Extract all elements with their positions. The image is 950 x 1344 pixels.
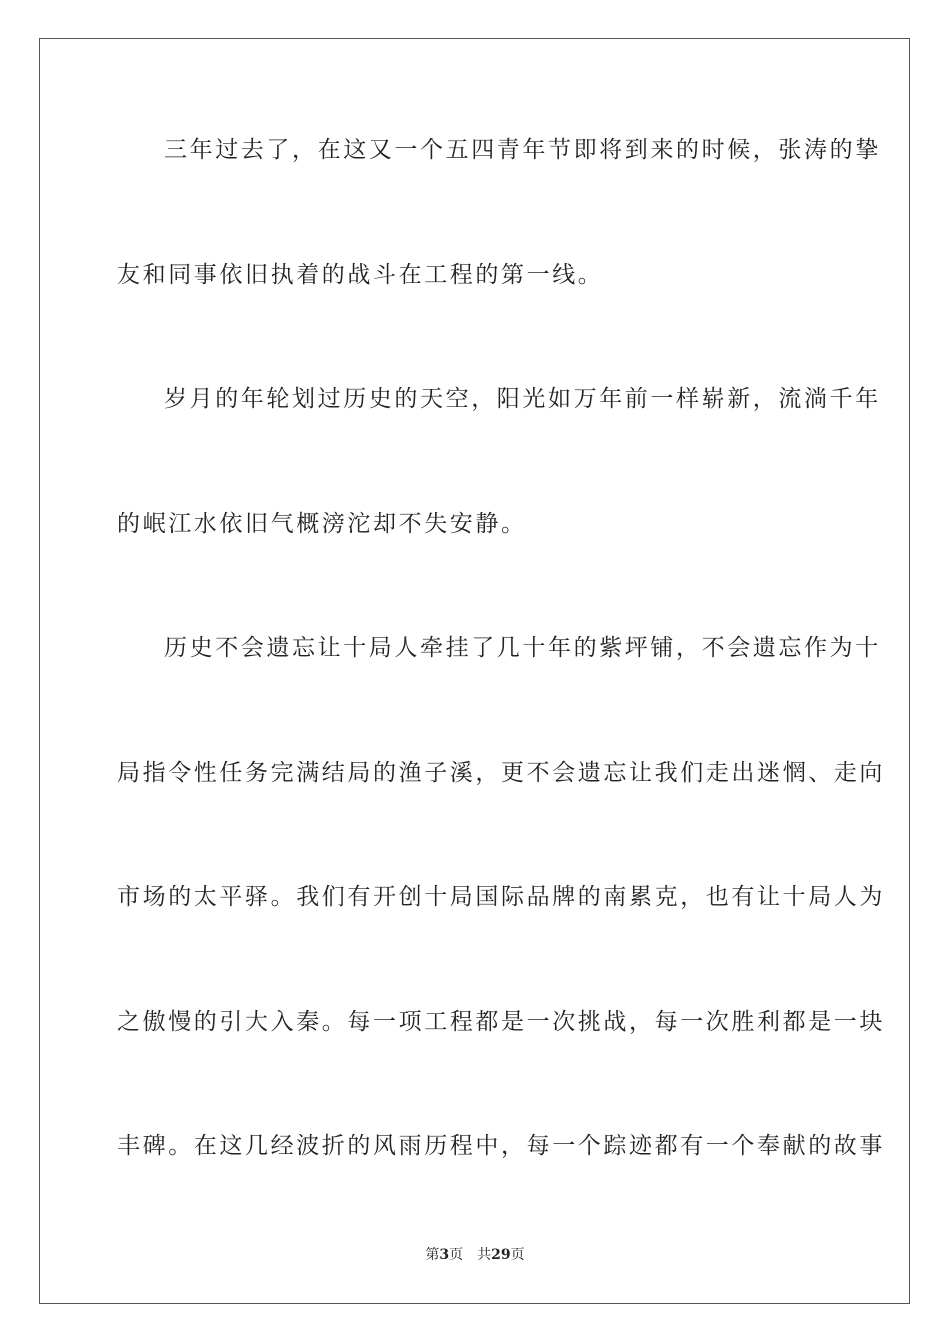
paragraph-3-line-2: 局指令性任务完满结局的渔子溪，更不会遗忘让我们走出迷惘、走向 [117,760,885,786]
paragraph-3-line-5: 丰碑。在这几经波折的风雨历程中，每一个踪迹都有一个奉献的故事 [117,1133,885,1159]
page-footer [0,1245,950,1265]
total-pages: 29 [491,1247,511,1263]
paragraph-3-line-1: 历史不会遗忘让十局人牵挂了几十年的紫坪铺，不会遗忘作为十 [164,635,881,661]
total-suffix: 页 [510,1247,525,1263]
page-prefix: 第 [425,1247,440,1263]
paragraph-2-line-1: 岁月的年轮划过历史的天空，阳光如万年前一样崭新，流淌千年 [164,386,881,412]
paragraph-3-line-3: 市场的太平驿。我们有开创十局国际品牌的南累克，也有让十局人为 [117,884,885,910]
paragraph-1-line-2: 友和同事依旧执着的战斗在工程的第一线。 [117,262,604,288]
page-border [39,38,910,1304]
page-suffix: 页 [449,1247,464,1263]
paragraph-2-line-2: 的岷江水依旧气概滂沱却不失安静。 [117,511,527,537]
paragraph-1-line-1: 三年过去了，在这又一个五四青年节即将到来的时候，张涛的挚 [164,137,881,163]
total-prefix: 共 [477,1247,492,1263]
page-number: 3 [439,1247,450,1263]
paragraph-3-line-4: 之傲慢的引大入秦。每一项工程都是一次挑战，每一次胜利都是一块 [117,1009,885,1035]
